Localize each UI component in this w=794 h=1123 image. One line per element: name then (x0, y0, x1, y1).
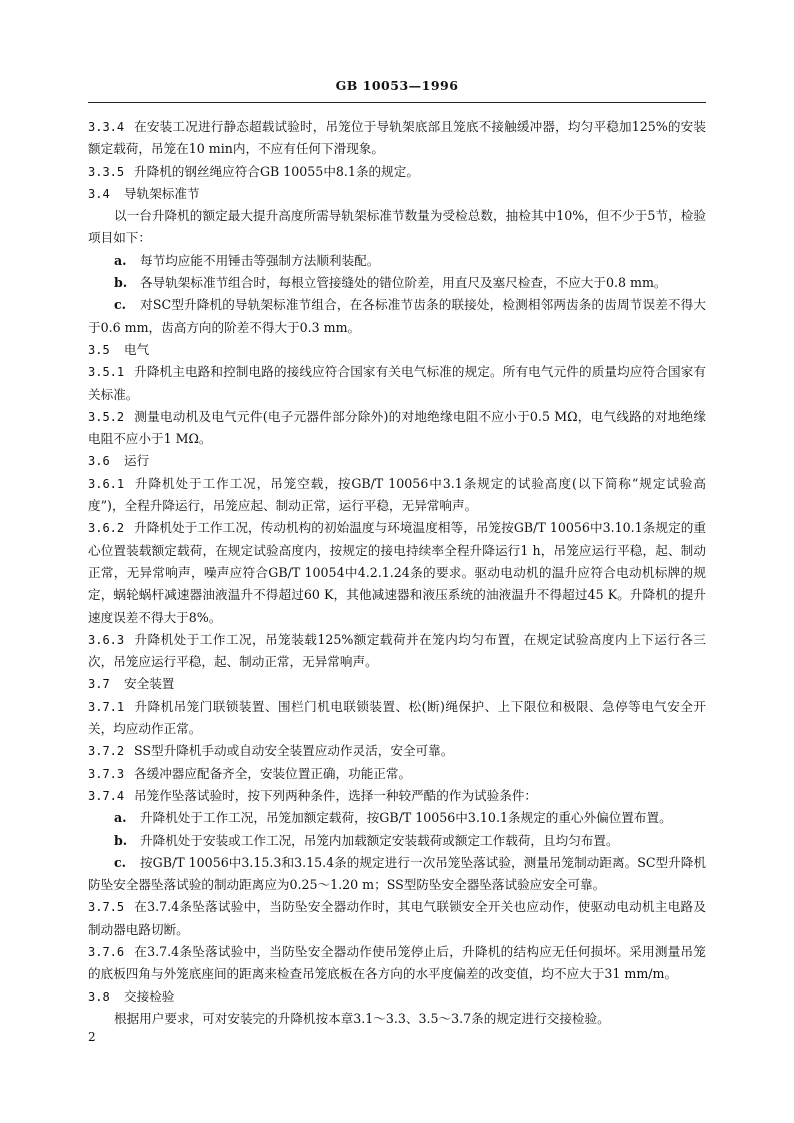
clause-text: 升降机主电路和控制电路的接线应符合国家有关电气标准的规定。所有电气元件的质量均应符合国家有关标准。 (88, 364, 706, 402)
list-item-3-4-b (88, 272, 706, 294)
clause-number: 3.5.2 (88, 409, 125, 424)
clause-number: 3.3.5 (88, 164, 125, 179)
page-number: 2 (88, 1030, 96, 1044)
clause-number: 3.5.1 (88, 365, 125, 380)
section-number: 3.5 (88, 342, 110, 357)
list-item-3-4-a (88, 250, 706, 272)
clause-3-6-1 (88, 473, 706, 518)
document-body (88, 116, 706, 1030)
clause-number: 3.7.5 (88, 900, 125, 915)
item-text: 升降机处于安装或工作工况，吊笼内加载额定安装载荷或额定工作载荷，且均匀布置。 (140, 832, 619, 848)
item-marker: c. (114, 854, 127, 870)
clause-text: 升降机处于工作工况，吊笼装载125%额定载荷并在笼内均匀布置，在规定试验高度内上下运行各三次，吊笼应运行平稳，起、制动正常，无异常响声。 (88, 631, 706, 670)
list-item-3-4-c (88, 294, 706, 339)
list-item-3-7-4-b (88, 830, 706, 852)
clause-3-5-2 (88, 406, 706, 451)
clause-number: 3.6.2 (88, 521, 125, 536)
clause-number: 3.7.6 (88, 944, 125, 959)
item-marker: a. (114, 810, 127, 826)
clause-number: 3.7.4 (88, 788, 125, 803)
section-number: 3.7 (88, 677, 110, 692)
clause-3-7-6 (88, 941, 706, 986)
standard-code-header: GB 10053—1996 (335, 78, 459, 93)
item-text: 按GB/T 10056中3.15.3和3.15.4条的规定进行一次吊笼坠落试验，测量吊笼制动距离。SC型升降机防坠安全器坠落试验的制动距离应为0.25～1.20 m；SS型防坠安全器坠落试验应安全可靠。 (88, 854, 706, 893)
section-heading-3-6 (88, 450, 706, 472)
clause-number: 3.6.1 (88, 476, 125, 491)
list-item-3-7-4-c (88, 852, 706, 897)
section-title: 运行 (124, 453, 150, 469)
clause-3-6-2 (88, 517, 706, 628)
clause-3-5-1 (88, 361, 706, 406)
clause-3-7-4 (88, 785, 706, 807)
clause-number: 3.7.1 (88, 699, 125, 714)
clause-text: 升降机的钢丝绳应符合GB 10055中8.1条的规定。 (134, 163, 419, 179)
section-heading-3-5 (88, 339, 706, 361)
section-number: 3.8 (88, 989, 110, 1004)
clause-number: 3.3.4 (88, 120, 125, 134)
item-marker: c. (114, 297, 127, 313)
item-text: 升降机处于工作工况，吊笼加额定载荷，按GB/T 10056中3.10.1条规定的重心外偏位置布置。 (140, 810, 672, 826)
section-number: 3.6 (88, 454, 110, 469)
clause-text: 在安装工况进行静态超载试验时，吊笼位于导轨架底部且笼底不接触缓冲器，均匀平稳加125%的安装额定载荷，吊笼在10 min内，不应有任何下滑现象。 (88, 119, 706, 157)
section-heading-3-7 (88, 673, 706, 695)
header-rule (88, 102, 706, 103)
clause-text: 升降机处于工作工况，传动机构的初始温度与环境温度相等，吊笼按GB/T 10056中3.10.1条规定的重心位置装载额定载荷，在规定试验高度内，按规定的接电持续率全程升降运行1 h，吊笼应运行平稳，起、制动正常，无异常响声，噪声应符合GB/T 10054中4.2.1.24条的要求。驱动电动机的温升应符合电动机标牌的规定，蜗轮蜗杆减速器油液温升不得超过60 K，其他减速器和液压系统的油液温升不得超过45 K。升降机的提升速度误差不得大于8%。 (88, 520, 706, 625)
section-heading-3-8 (88, 986, 706, 1008)
clause-3-7-2 (88, 740, 706, 762)
clause-text: 吊笼作坠落试验时，按下列两种条件，选择一种较严酷的作为试验条件： (134, 787, 537, 803)
clause-3-7-5 (88, 896, 706, 941)
clause-number: 3.7.2 (88, 744, 125, 759)
clause-text: 升降机吊笼门联锁装置、围栏门机电联锁装置、松(断)绳保护、上下限位和极限、急停等电气安全开关，均应动作正常。 (88, 698, 706, 737)
clause-text: 各缓冲器应配备齐全，安装位置正确，功能正常。 (134, 765, 412, 781)
section-heading-3-4 (88, 183, 706, 205)
clause-text: 在3.7.4条坠落试验中，当防坠安全器动作使吊笼停止后，升降机的结构应无任何损坏。采用测量吊笼的底板四角与外笼底座间的距离来检查吊笼底板在各方向的水平度偏差的改变值，均不应大于31 mm/m。 (88, 943, 706, 982)
item-text: 各导轨架标准节组合时，每根立管接缝处的错位阶差，用直尺及塞尺检查，不应大于0.8 mm。 (140, 275, 667, 291)
clause-3-7-1 (88, 696, 706, 741)
section-number: 3.4 (88, 186, 110, 201)
clause-3-3-4 (88, 116, 706, 161)
section-title: 交接检验 (124, 988, 175, 1004)
clause-number: 3.7.3 (88, 766, 125, 781)
clause-text: 测量电动机及电气元件(电子元器件部分除外)的对地绝缘电阻不应小于0.5 MΩ，电气线路的对地绝缘电阻不应小于1 MΩ。 (88, 408, 706, 447)
section-title: 电气 (124, 341, 150, 357)
section-title: 安全装置 (124, 676, 175, 692)
paragraph-3-4-intro: 以一台升降机的额定最大提升高度所需导轨架标准节数量为受检总数，抽检其中10%，但不少于5节，检验项目如下： (88, 208, 706, 246)
clause-text: 升降机处于工作工况，吊笼空载，按GB/T 10056中3.1条规定的试验高度(以下简称“规定试验高度”)，全程升降运行，吊笼应起、制动正常，运行平稳，无异常响声。 (88, 475, 706, 514)
clause-number: 3.6.3 (88, 632, 125, 647)
item-text: 对SC型升降机的导轨架标准节组合，在各标准节齿条的联接处，检测相邻两齿条的齿周节误差不得大于0.6 mm，齿高方向的阶差不得大于0.3 mm。 (88, 297, 706, 335)
paragraph-3-8: 根据用户要求，可对安装完的升降机按本章3.1～3.3、3.5～3.7条的规定进行交接检验。 (114, 1010, 610, 1026)
clause-3-3-5 (88, 161, 706, 183)
clause-3-6-3 (88, 629, 706, 674)
section-title: 导轨架标准节 (124, 185, 200, 201)
item-marker: b. (114, 832, 128, 848)
item-marker: a. (114, 252, 127, 268)
clause-text: SS型升降机手动或自动安全装置应动作灵活，安全可靠。 (134, 743, 454, 759)
item-marker: b. (114, 275, 128, 291)
item-text: 每节均应能不用锤击等强制方法顺利装配。 (140, 252, 380, 268)
clause-text: 在3.7.4条坠落试验中，当防坠安全器动作时，其电气联锁安全开关也应动作，使驱动电动机主电路及制动器电路切断。 (88, 899, 706, 937)
clause-3-7-3 (88, 763, 706, 785)
list-item-3-7-4-a (88, 807, 706, 829)
